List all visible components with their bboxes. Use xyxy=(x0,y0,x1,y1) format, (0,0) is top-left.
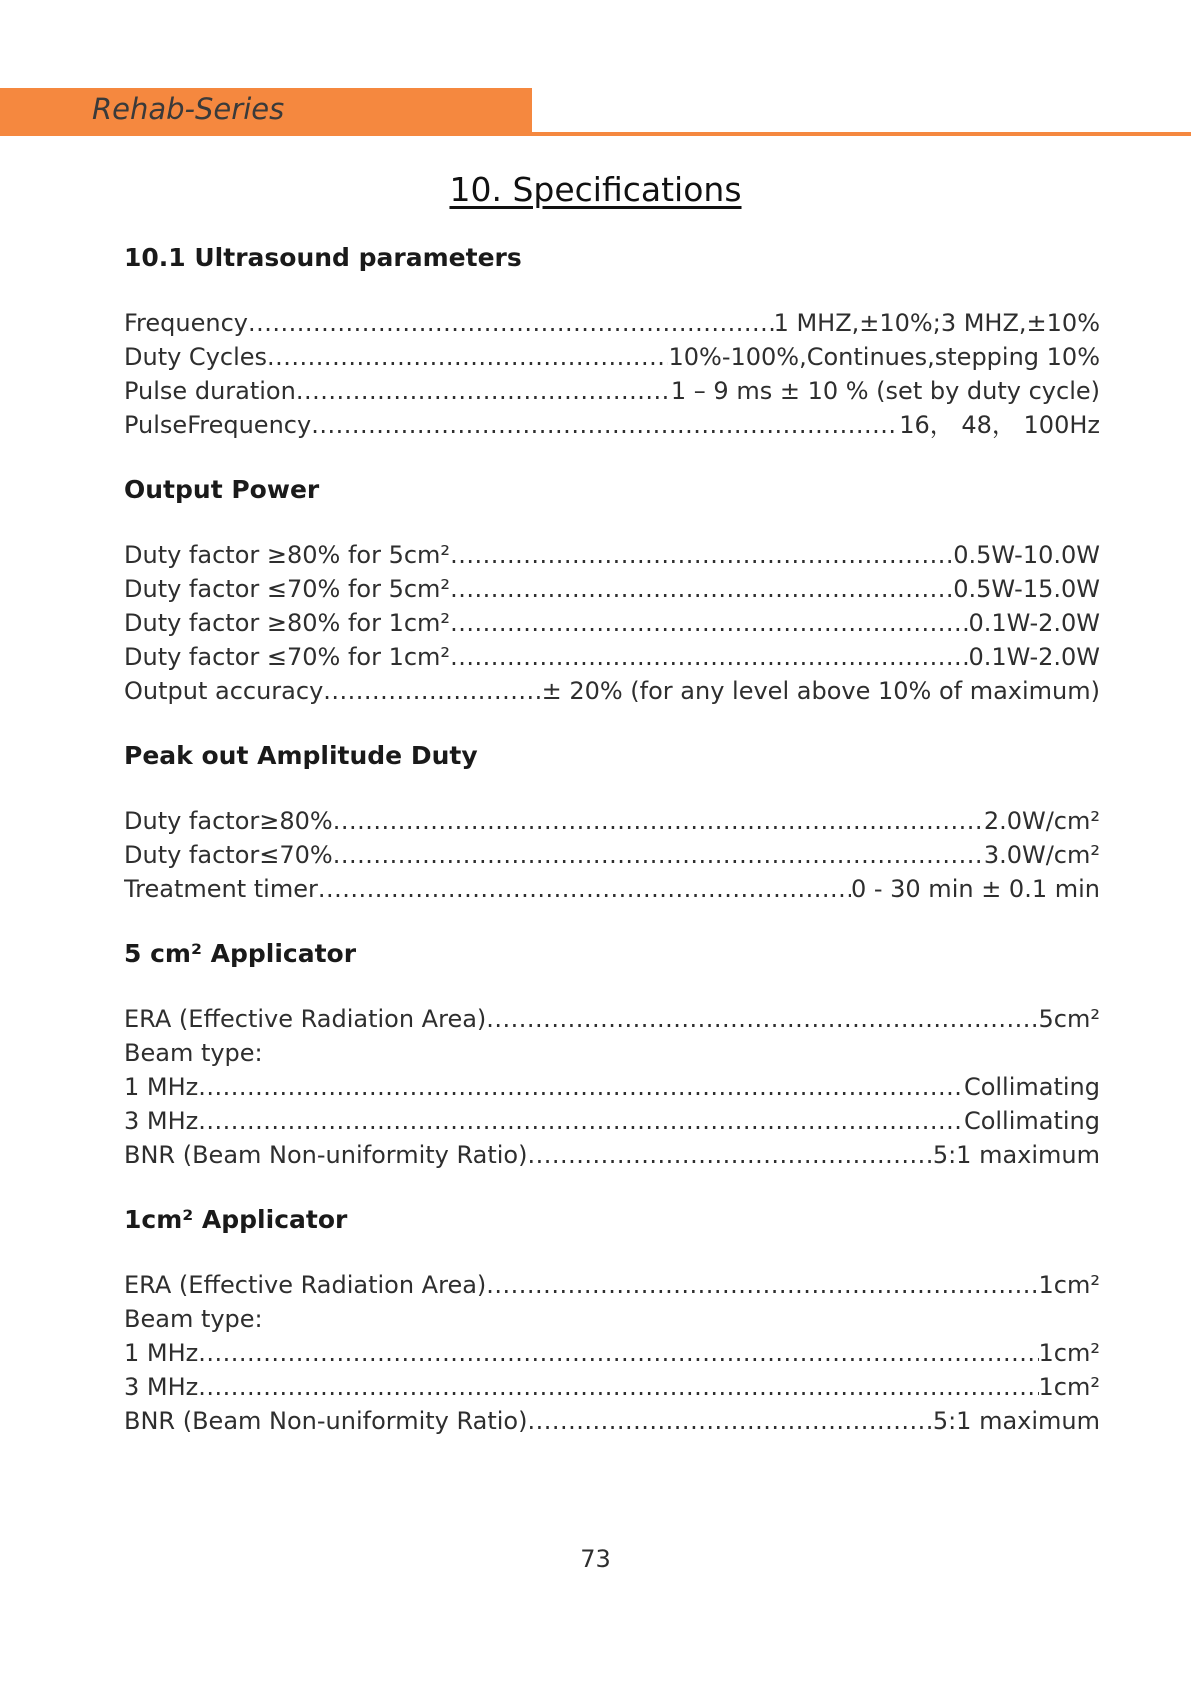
dot-leader xyxy=(450,606,968,640)
section-heading: 1cm² Applicator xyxy=(124,1205,348,1234)
spec-row xyxy=(124,1070,1100,1104)
spec-row xyxy=(124,804,1100,838)
spec-value: 16， 48， 100Hz xyxy=(899,411,1100,439)
spec-row-era xyxy=(124,1002,1100,1036)
spec-value: Collimating xyxy=(963,1107,1100,1135)
spec-row-treatment-timer xyxy=(124,872,1100,906)
spec-value: 0.5W-15.0W xyxy=(953,575,1100,603)
section-applicator-5cm2 xyxy=(124,934,1100,1172)
dot-leader xyxy=(527,1404,932,1438)
spec-value: 0 - 30 min ± 0.1 min xyxy=(850,875,1100,903)
spec-value: 5:1 maximum xyxy=(932,1407,1100,1435)
spec-row xyxy=(124,606,1100,640)
spec-label: BNR (Beam Non-uniformity Ratio) xyxy=(124,1407,528,1435)
spec-label: Output accuracy xyxy=(124,677,324,705)
dot-leader xyxy=(248,306,774,340)
dot-leader xyxy=(323,674,541,708)
dot-leader xyxy=(198,1104,964,1138)
beam-type-label: Beam type: xyxy=(124,1039,263,1067)
dot-leader xyxy=(450,538,953,572)
spec-label: Duty factor ≤70% for 1cm² xyxy=(124,643,451,671)
header-rule xyxy=(532,132,1191,136)
section-heading: 5 cm² Applicator xyxy=(124,939,357,968)
spec-value: 1cm² xyxy=(1038,1339,1100,1367)
spec-row xyxy=(124,1370,1100,1404)
spec-value: 2.0W/cm² xyxy=(983,807,1100,835)
section-heading: Output Power xyxy=(124,475,320,504)
spec-label: BNR (Beam Non-uniformity Ratio) xyxy=(124,1141,528,1169)
dot-leader xyxy=(333,838,984,872)
page-number: 73 xyxy=(580,1545,611,1573)
spec-label: Duty factor ≥80% for 1cm² xyxy=(124,609,451,637)
dot-leader xyxy=(198,1370,1038,1404)
dot-leader xyxy=(527,1138,932,1172)
section-heading: 10.1 Ultrasound parameters xyxy=(124,243,522,272)
section-applicator-1cm2 xyxy=(124,1200,1100,1438)
dot-leader xyxy=(198,1336,1038,1370)
page-title: 10. Specifications xyxy=(449,170,742,209)
spec-value: ± 20% (for any level above 10% of maximum) xyxy=(541,677,1100,705)
spec-label: 3 MHz xyxy=(124,1373,199,1401)
spec-row xyxy=(124,538,1100,572)
spec-value: 5cm² xyxy=(1038,1005,1100,1033)
spec-label: Pulse duration xyxy=(124,377,296,405)
spec-label: 1 MHz xyxy=(124,1073,199,1101)
spec-value: 1 MHZ,±10%;3 MHZ,±10% xyxy=(773,309,1100,337)
spec-label: Duty factor≤70% xyxy=(124,841,333,869)
spec-value: 0.1W-2.0W xyxy=(968,643,1100,671)
spec-row-duty-cycles xyxy=(124,340,1100,374)
spec-row xyxy=(124,572,1100,606)
spec-row-output-accuracy xyxy=(124,674,1100,708)
spec-label: PulseFrequency xyxy=(124,411,312,439)
spec-label: Duty Cycles xyxy=(124,343,268,371)
spec-row xyxy=(124,640,1100,674)
spec-label: Duty factor≥80% xyxy=(124,807,333,835)
dot-leader xyxy=(333,804,984,838)
dot-leader xyxy=(486,1002,1038,1036)
spec-label: Treatment timer xyxy=(124,875,318,903)
spec-row-bnr xyxy=(124,1404,1100,1438)
spec-row-bnr xyxy=(124,1138,1100,1172)
section-ultrasound xyxy=(124,238,1100,442)
spec-value: 0.5W-10.0W xyxy=(953,541,1100,569)
spec-value: 1cm² xyxy=(1038,1373,1100,1401)
dot-leader xyxy=(318,872,851,906)
spec-label: Frequency xyxy=(124,309,248,337)
dot-leader xyxy=(311,408,899,442)
spec-row xyxy=(124,838,1100,872)
spec-content xyxy=(124,238,1100,1466)
spec-row-era xyxy=(124,1268,1100,1302)
beam-type-label: Beam type: xyxy=(124,1305,263,1333)
dot-leader xyxy=(450,572,953,606)
spec-label: ERA (Effective Radiation Area) xyxy=(124,1005,487,1033)
dot-leader xyxy=(296,374,671,408)
spec-label: 3 MHz xyxy=(124,1107,199,1135)
spec-value: 5:1 maximum xyxy=(932,1141,1100,1169)
spec-row xyxy=(124,1104,1100,1138)
spec-label: ERA (Effective Radiation Area) xyxy=(124,1271,487,1299)
spec-row xyxy=(124,1336,1100,1370)
spec-row-pulse-frequency xyxy=(124,408,1100,442)
spec-label: Duty factor ≤70% for 5cm² xyxy=(124,575,451,603)
section-output-power xyxy=(124,470,1100,708)
spec-label: 1 MHz xyxy=(124,1339,199,1367)
dot-leader xyxy=(198,1070,964,1104)
spec-label: Duty factor ≥80% for 5cm² xyxy=(124,541,451,569)
series-title: Rehab-Series xyxy=(92,92,285,126)
spec-row-frequency xyxy=(124,306,1100,340)
section-peak-amplitude xyxy=(124,736,1100,906)
spec-value: 1cm² xyxy=(1038,1271,1100,1299)
section-heading: Peak out Amplitude Duty xyxy=(124,741,478,770)
spec-row-pulse-duration xyxy=(124,374,1100,408)
dot-leader xyxy=(267,340,668,374)
spec-value: 1 – 9 ms ± 10 % (set by duty cycle) xyxy=(670,377,1100,405)
dot-leader xyxy=(486,1268,1038,1302)
spec-value: 10%-100%,Continues,stepping 10% xyxy=(668,343,1100,371)
dot-leader xyxy=(450,640,968,674)
spec-value: 3.0W/cm² xyxy=(983,841,1100,869)
spec-value: 0.1W-2.0W xyxy=(968,609,1100,637)
spec-value: Collimating xyxy=(963,1073,1100,1101)
